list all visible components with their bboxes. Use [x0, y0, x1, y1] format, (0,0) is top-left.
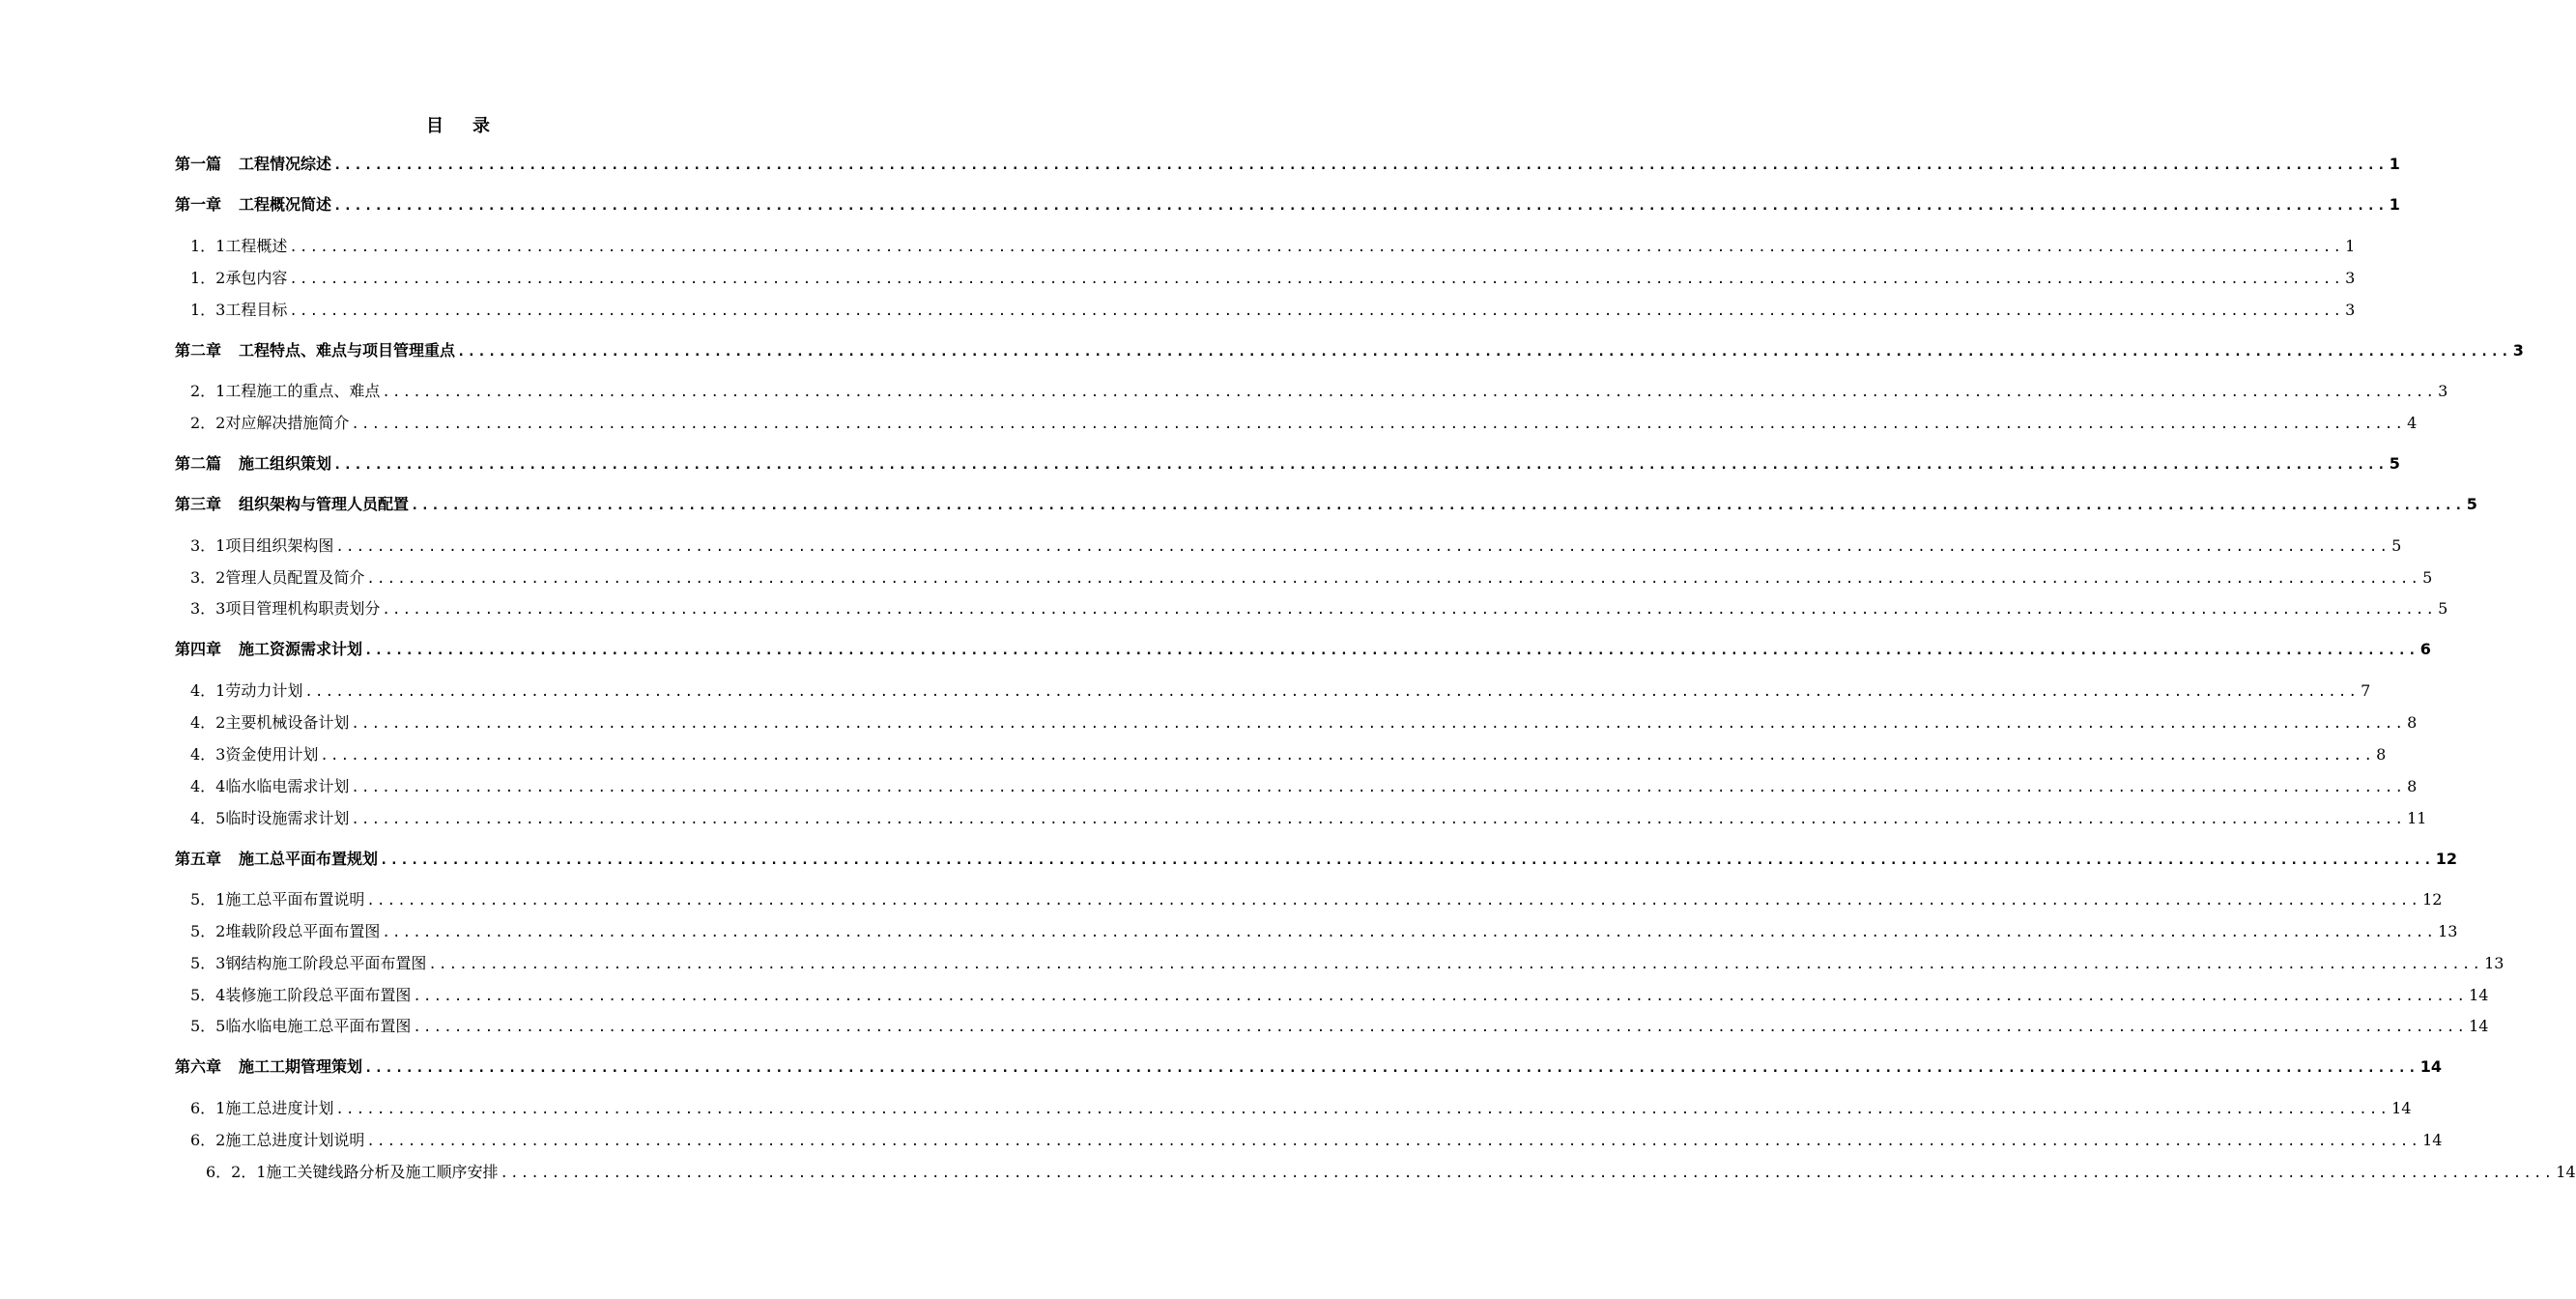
toc-entry-text: 施工组织策划 [239, 454, 332, 473]
toc-entry[interactable] [175, 153, 2400, 176]
toc-entry-label [190, 412, 349, 435]
toc-leader-dots: ........................................................................................................................................................................................................ [413, 989, 2468, 1004]
toc-leader-dots: ........................................................................................................................................................................................................ [289, 303, 2344, 319]
toc-page-number: 12 [2435, 850, 2458, 868]
toc-page-number: 4 [2407, 414, 2418, 432]
toc-entry-label [190, 888, 364, 911]
toc-page-number: 14 [2419, 1057, 2443, 1076]
toc-leader-dots: ........................................................................................................................................................................................................ [411, 498, 2465, 513]
toc-leader-dots: ........................................................................................................................................................................................................ [289, 240, 2344, 255]
toc-entry-text: 4．5临时设施需求计划 [190, 809, 350, 827]
toc-page-number: 1 [2389, 155, 2400, 173]
toc-entry-label [190, 235, 287, 258]
toc-leader-dots: ........................................................................................................................................................................................................ [351, 812, 2406, 827]
toc-entry-text: 4．4临水临电需求计划 [190, 777, 350, 795]
toc-entry[interactable] [190, 984, 2489, 1007]
toc-entry-label [190, 743, 318, 766]
toc-title-part1: 目 [426, 116, 445, 136]
toc-entry[interactable] [190, 743, 2387, 766]
toc-leader-dots: ........................................................................................................................................................................................................ [333, 158, 2388, 173]
toc-entry-label [190, 597, 380, 621]
toc-page-number: 14 [2556, 1163, 2576, 1181]
toc-entry-label [190, 380, 380, 403]
toc-entry-label [190, 267, 287, 290]
toc-entry-text: 1．3工程目标 [190, 301, 288, 319]
toc-entry-number: 第一章 [175, 195, 222, 214]
toc-entry-text: 2．1工程施工的重点、难点 [190, 382, 381, 400]
toc-page-number: 11 [2407, 809, 2427, 827]
toc-entry-label [190, 775, 349, 798]
toc-leader-dots: ........................................................................................................................................................................................................ [366, 893, 2421, 909]
toc-entry[interactable] [190, 566, 2433, 590]
toc-entry[interactable] [190, 534, 2402, 558]
toc-entry-number: 第二章 [175, 341, 222, 360]
toc-leader-dots: ........................................................................................................................................................................................................ [320, 748, 2375, 764]
toc-entry-text: 4．1劳动力计划 [190, 681, 303, 700]
toc-leader-dots: ........................................................................................................................................................................................................ [364, 1060, 2419, 1076]
toc-entry-label [190, 807, 349, 830]
toc-entry-number: 第一篇 [175, 155, 222, 173]
toc-title [0, 112, 918, 137]
toc-entry-label [190, 1129, 364, 1152]
toc-page-number: 14 [2469, 1017, 2489, 1035]
toc-page-number: 13 [2438, 922, 2458, 940]
toc-entry[interactable] [175, 1055, 2443, 1079]
toc-entry[interactable] [175, 848, 2458, 871]
toc-leader-dots: ........................................................................................................................................................................................................ [335, 539, 2390, 555]
toc-leader-dots: ........................................................................................................................................................................................................ [304, 684, 2360, 700]
toc-entry-text: 6．2施工总进度计划说明 [190, 1131, 365, 1149]
toc-entry-text: 施工资源需求计划 [239, 640, 363, 658]
toc-entry[interactable] [190, 920, 2458, 943]
toc-page-number: 14 [2422, 1131, 2443, 1149]
toc-entry-text: 4．3资金使用计划 [190, 745, 319, 764]
toc-page-number: 14 [2391, 1099, 2412, 1117]
toc-leader-dots: ........................................................................................................................................................................................................ [366, 1134, 2421, 1149]
toc-entry-label [175, 1055, 362, 1079]
toc-entry-text: 工程概况简述 [239, 195, 332, 214]
toc-entry-label [175, 452, 331, 476]
toc-entry[interactable] [190, 380, 2448, 403]
toc-entry-text: 1．2承包内容 [190, 269, 288, 287]
toc-entry-label [190, 679, 302, 703]
toc-entry-text: 5．5临水临电施工总平面布置图 [190, 1017, 412, 1035]
toc-entry[interactable] [175, 452, 2400, 476]
toc-leader-dots: ........................................................................................................................................................................................................ [382, 602, 2437, 618]
toc-page-number: 3 [2345, 269, 2356, 287]
toc-page-number: 3 [2345, 301, 2356, 319]
toc-entry-label [190, 952, 426, 975]
toc-leader-dots: ........................................................................................................................................................................................................ [500, 1166, 2555, 1181]
toc-entry-text: 5．1施工总平面布置说明 [190, 890, 365, 909]
toc-entry-label [190, 1015, 411, 1038]
toc-page-number: 13 [2484, 954, 2504, 972]
toc-leader-dots: ........................................................................................................................................................................................................ [351, 716, 2406, 732]
toc-entry-text: 5．4装修施工阶段总平面布置图 [190, 986, 412, 1004]
toc-entry[interactable] [190, 952, 2504, 975]
toc-leader-dots: ........................................................................................................................................................................................................ [413, 1020, 2468, 1035]
toc-leader-dots: ........................................................................................................................................................................................................ [351, 417, 2406, 432]
toc-entry-label [190, 711, 349, 735]
toc-entry[interactable] [190, 1015, 2489, 1038]
toc-entry[interactable] [190, 1129, 2443, 1152]
toc-entry-text: 工程特点、难点与项目管理重点 [239, 341, 456, 360]
toc-leader-dots: ........................................................................................................................................................................................................ [428, 957, 2483, 972]
toc-page-number: 3 [2438, 382, 2448, 400]
toc-entry-text: 3．1项目组织架构图 [190, 536, 334, 555]
toc-entry-text: 1．1工程概述 [190, 237, 288, 255]
toc-leader-dots: ........................................................................................................................................................................................................ [380, 852, 2434, 868]
toc-leader-dots: ........................................................................................................................................................................................................ [382, 925, 2437, 940]
toc-entry-label [190, 566, 364, 590]
toc-entry-text: 6．1施工总进度计划 [190, 1099, 334, 1117]
toc-entry-number: 第五章 [175, 850, 222, 868]
toc-page-number: 5 [2391, 536, 2402, 555]
toc-page-number: 6 [2419, 640, 2431, 658]
toc-entry-label [190, 534, 333, 558]
toc-entry[interactable] [190, 888, 2443, 911]
toc-leader-dots: ........................................................................................................................................................................................................ [351, 780, 2406, 795]
toc-entry-label [175, 848, 378, 871]
toc-page-number: 12 [2422, 890, 2443, 909]
toc-entry[interactable] [190, 412, 2418, 435]
toc-leader-dots: ........................................................................................................................................................................................................ [457, 344, 2511, 360]
toc-entry[interactable] [190, 235, 2356, 258]
toc-entry[interactable] [175, 193, 2400, 216]
toc-entry-label [175, 193, 331, 216]
toc-entry-label [190, 1097, 333, 1120]
toc-entry[interactable] [190, 1097, 2412, 1120]
toc-page-number: 5 [2389, 454, 2400, 473]
toc-entry-label [175, 339, 455, 362]
toc-page-number: 1 [2389, 195, 2400, 214]
toc-entry-text: 4．2主要机械设备计划 [190, 713, 350, 732]
toc-entry-label [175, 493, 409, 516]
toc-entry-number: 第六章 [175, 1057, 222, 1076]
toc-leader-dots: ........................................................................................................................................................................................................ [364, 643, 2419, 658]
toc-entry-text: 工程情况综述 [239, 155, 332, 173]
toc-entry[interactable] [190, 807, 2427, 830]
toc-entry-text: 6．2．1施工关键线路分析及施工顺序安排 [206, 1163, 499, 1181]
toc-entry-number: 第三章 [175, 495, 222, 513]
toc-entry[interactable] [190, 299, 2356, 322]
toc-page-number: 3 [2512, 341, 2524, 360]
toc-page-number: 5 [2438, 599, 2448, 618]
toc-page-number: 7 [2361, 681, 2371, 700]
toc-entry-text: 施工总平面布置规划 [239, 850, 379, 868]
toc-entry[interactable] [190, 711, 2418, 735]
toc-page-number: 5 [2422, 568, 2433, 587]
toc-entry-label [190, 984, 411, 1007]
toc-leader-dots: ........................................................................................................................................................................................................ [289, 272, 2344, 287]
toc-title-part2: 录 [472, 116, 492, 136]
toc-leader-dots: ........................................................................................................................................................................................................ [366, 571, 2421, 587]
toc-entry-text: 组织架构与管理人员配置 [239, 495, 410, 513]
toc-entry-number: 第二篇 [175, 454, 222, 473]
toc-entry[interactable] [175, 493, 2477, 516]
toc-entry-text: 3．3项目管理机构职责划分 [190, 599, 381, 618]
toc-entry-label [190, 299, 287, 322]
toc-entry-label [175, 153, 331, 176]
toc-entry[interactable] [190, 679, 2371, 703]
toc-entry-text: 施工工期管理策划 [239, 1057, 363, 1076]
toc-page-number: 8 [2376, 745, 2387, 764]
toc-entry[interactable] [190, 597, 2448, 621]
toc-entry-text: 5．2堆载阶段总平面布置图 [190, 922, 381, 940]
toc-leader-dots: ........................................................................................................................................................................................................ [382, 385, 2437, 400]
toc-page-number: 14 [2469, 986, 2489, 1004]
toc-page-number: 5 [2466, 495, 2477, 513]
toc-entry[interactable] [190, 267, 2356, 290]
toc-entry-text: 3．2管理人员配置及简介 [190, 568, 365, 587]
toc-entry-label [206, 1161, 499, 1184]
toc-entry-label [175, 638, 362, 661]
toc-leader-dots: ........................................................................................................................................................................................................ [333, 198, 2388, 214]
toc-entry-text: 2．2对应解决措施简介 [190, 414, 350, 432]
toc-entry[interactable] [190, 775, 2418, 798]
toc-page-number: 1 [2345, 237, 2356, 255]
toc-leader-dots: ........................................................................................................................................................................................................ [335, 1102, 2390, 1117]
toc-entry[interactable] [175, 638, 2431, 661]
toc-page-number: 8 [2407, 777, 2418, 795]
toc-entry[interactable] [175, 339, 2524, 362]
toc-entry[interactable] [206, 1161, 2576, 1184]
toc-entry-number: 第四章 [175, 640, 222, 658]
toc-entry-text: 5．3钢结构施工阶段总平面布置图 [190, 954, 427, 972]
toc-page-number: 8 [2407, 713, 2418, 732]
toc-leader-dots: ........................................................................................................................................................................................................ [333, 457, 2388, 473]
toc-entry-label [190, 920, 380, 943]
